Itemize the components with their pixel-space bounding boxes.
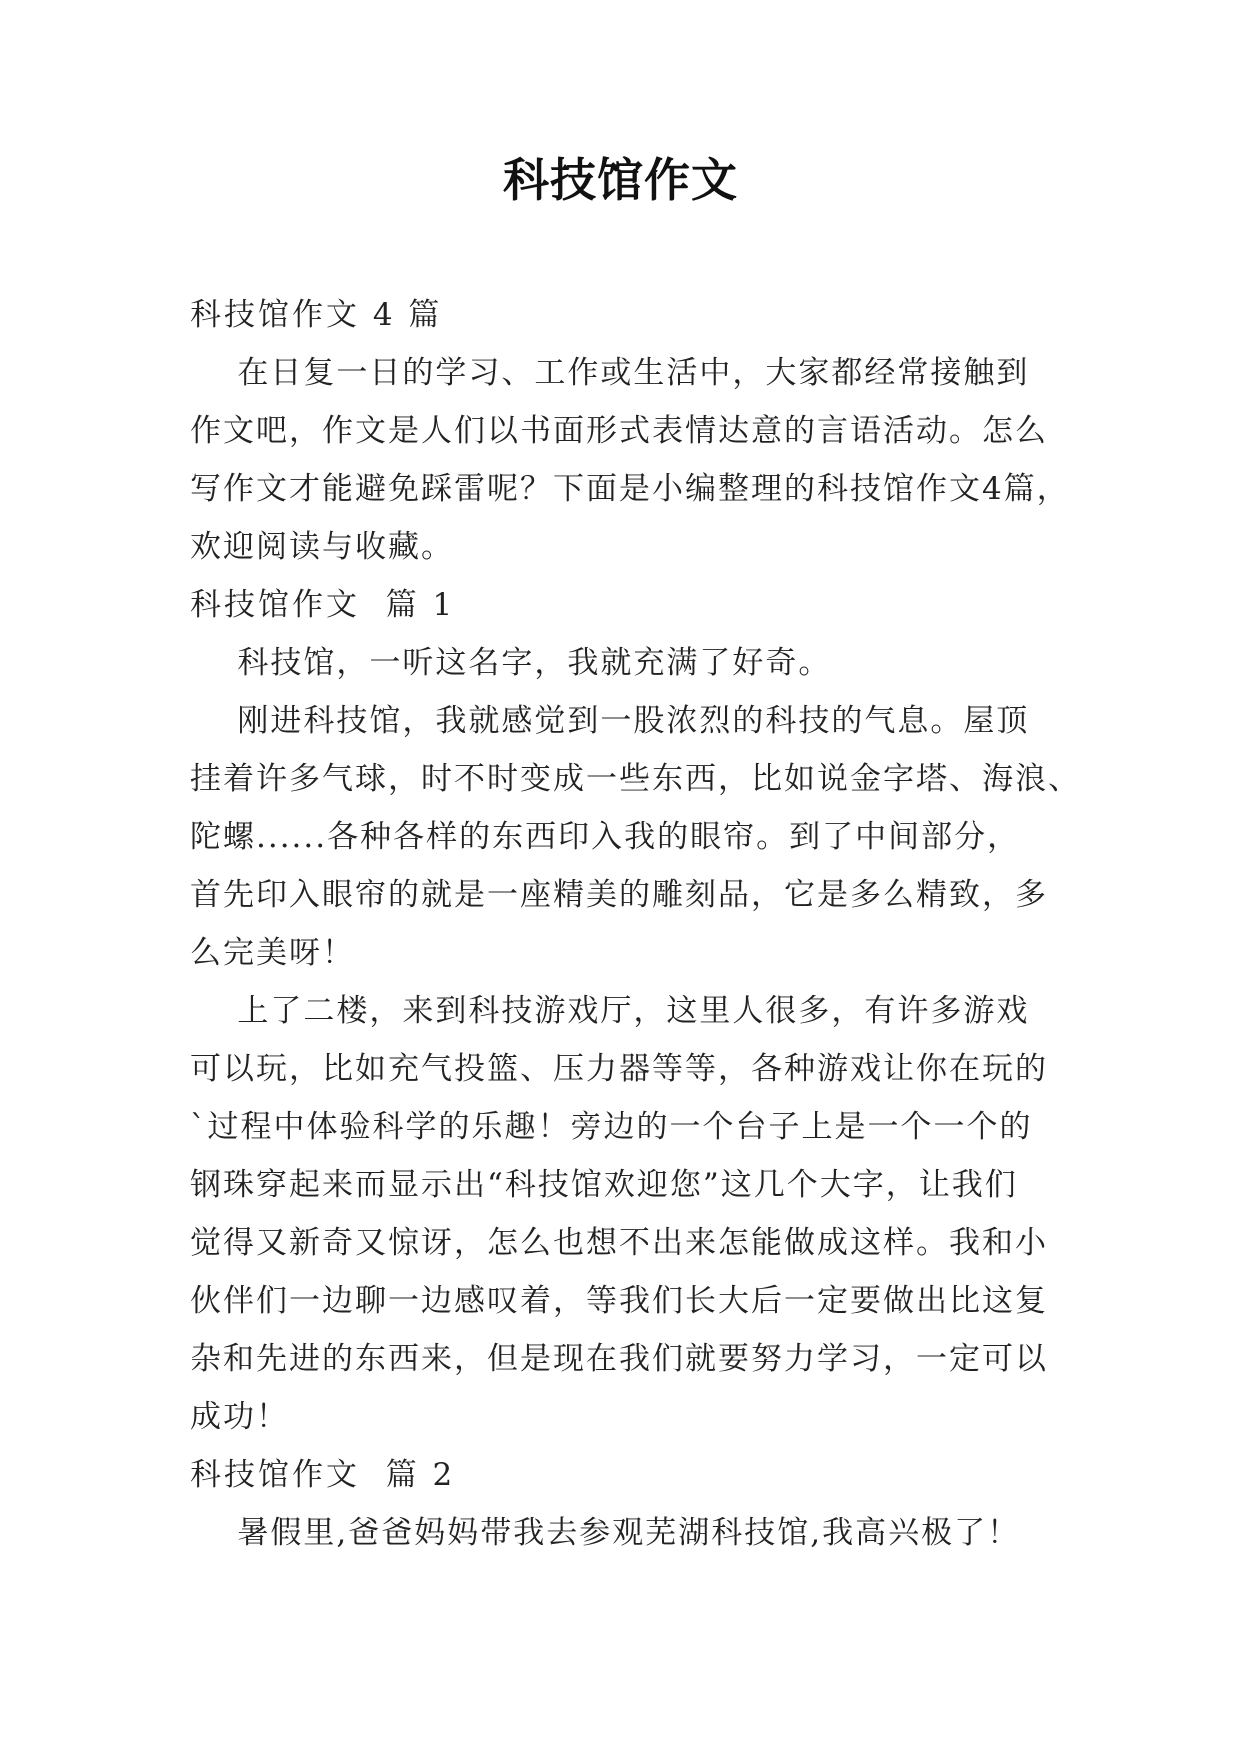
- text-line: 作文吧，作文是人们以书面形式表情达意的言语活动。怎么: [190, 413, 1048, 449]
- text-line: 暑假里,爸爸妈妈带我去参观芜湖科技馆,我高兴极了！: [190, 1515, 1021, 1551]
- text-line: 上了二楼，来到科技游戏厅，这里人很多，有许多游戏: [190, 993, 1030, 1029]
- document-title: 科技馆作文: [503, 153, 738, 207]
- document-body: [190, 286, 1081, 1562]
- text-line: 觉得又新奇又惊讶，怎么也想不出来怎能做成这样。我和小: [190, 1225, 1048, 1261]
- text-line: 刚进科技馆，我就感觉到一股浓烈的科技的气息。屋顶: [190, 703, 1030, 739]
- text-line: 陀螺......各种各样的东西印入我的眼帘。到了中间部分，: [190, 819, 1021, 855]
- text-line: 欢迎阅读与收藏。: [190, 529, 454, 565]
- text-line: 钢珠穿起来而显示出“科技馆欢迎您”这几个大字，让我们: [190, 1167, 1018, 1203]
- section-heading: 科技馆作文 篇 2: [190, 1457, 456, 1493]
- text-line: `过程中体验科学的乐趣！旁边的一个台子上是一个一个的: [190, 1109, 1033, 1145]
- text-line: 写作文才能避免踩雷呢？下面是小编整理的科技馆作文4篇，: [190, 471, 1070, 507]
- text-line: 成功！: [190, 1399, 289, 1435]
- text-line: 挂着许多气球，时不时变成一些东西，比如说金字塔、海浪、: [190, 761, 1081, 797]
- text-line: 伙伴们一边聊一边感叹着，等我们长大后一定要做出比这复: [190, 1283, 1048, 1319]
- text-line: 可以玩，比如充气投篮、压力器等等，各种游戏让你在玩的: [190, 1051, 1048, 1087]
- text-line: 么完美呀！: [190, 935, 355, 971]
- text-line: 杂和先进的东西来，但是现在我们就要努力学习，一定可以: [190, 1341, 1048, 1377]
- text-line: 科技馆作文 4 篇: [190, 297, 443, 333]
- text-line: 科技馆，一听这名字，我就充满了好奇。: [190, 645, 832, 681]
- text-line: 在日复一日的学习、工作或生活中，大家都经常接触到: [190, 355, 1030, 391]
- text-line: 首先印入眼帘的就是一座精美的雕刻品，它是多么精致，多: [190, 877, 1048, 913]
- section-heading: 科技馆作文 篇 1: [190, 587, 456, 623]
